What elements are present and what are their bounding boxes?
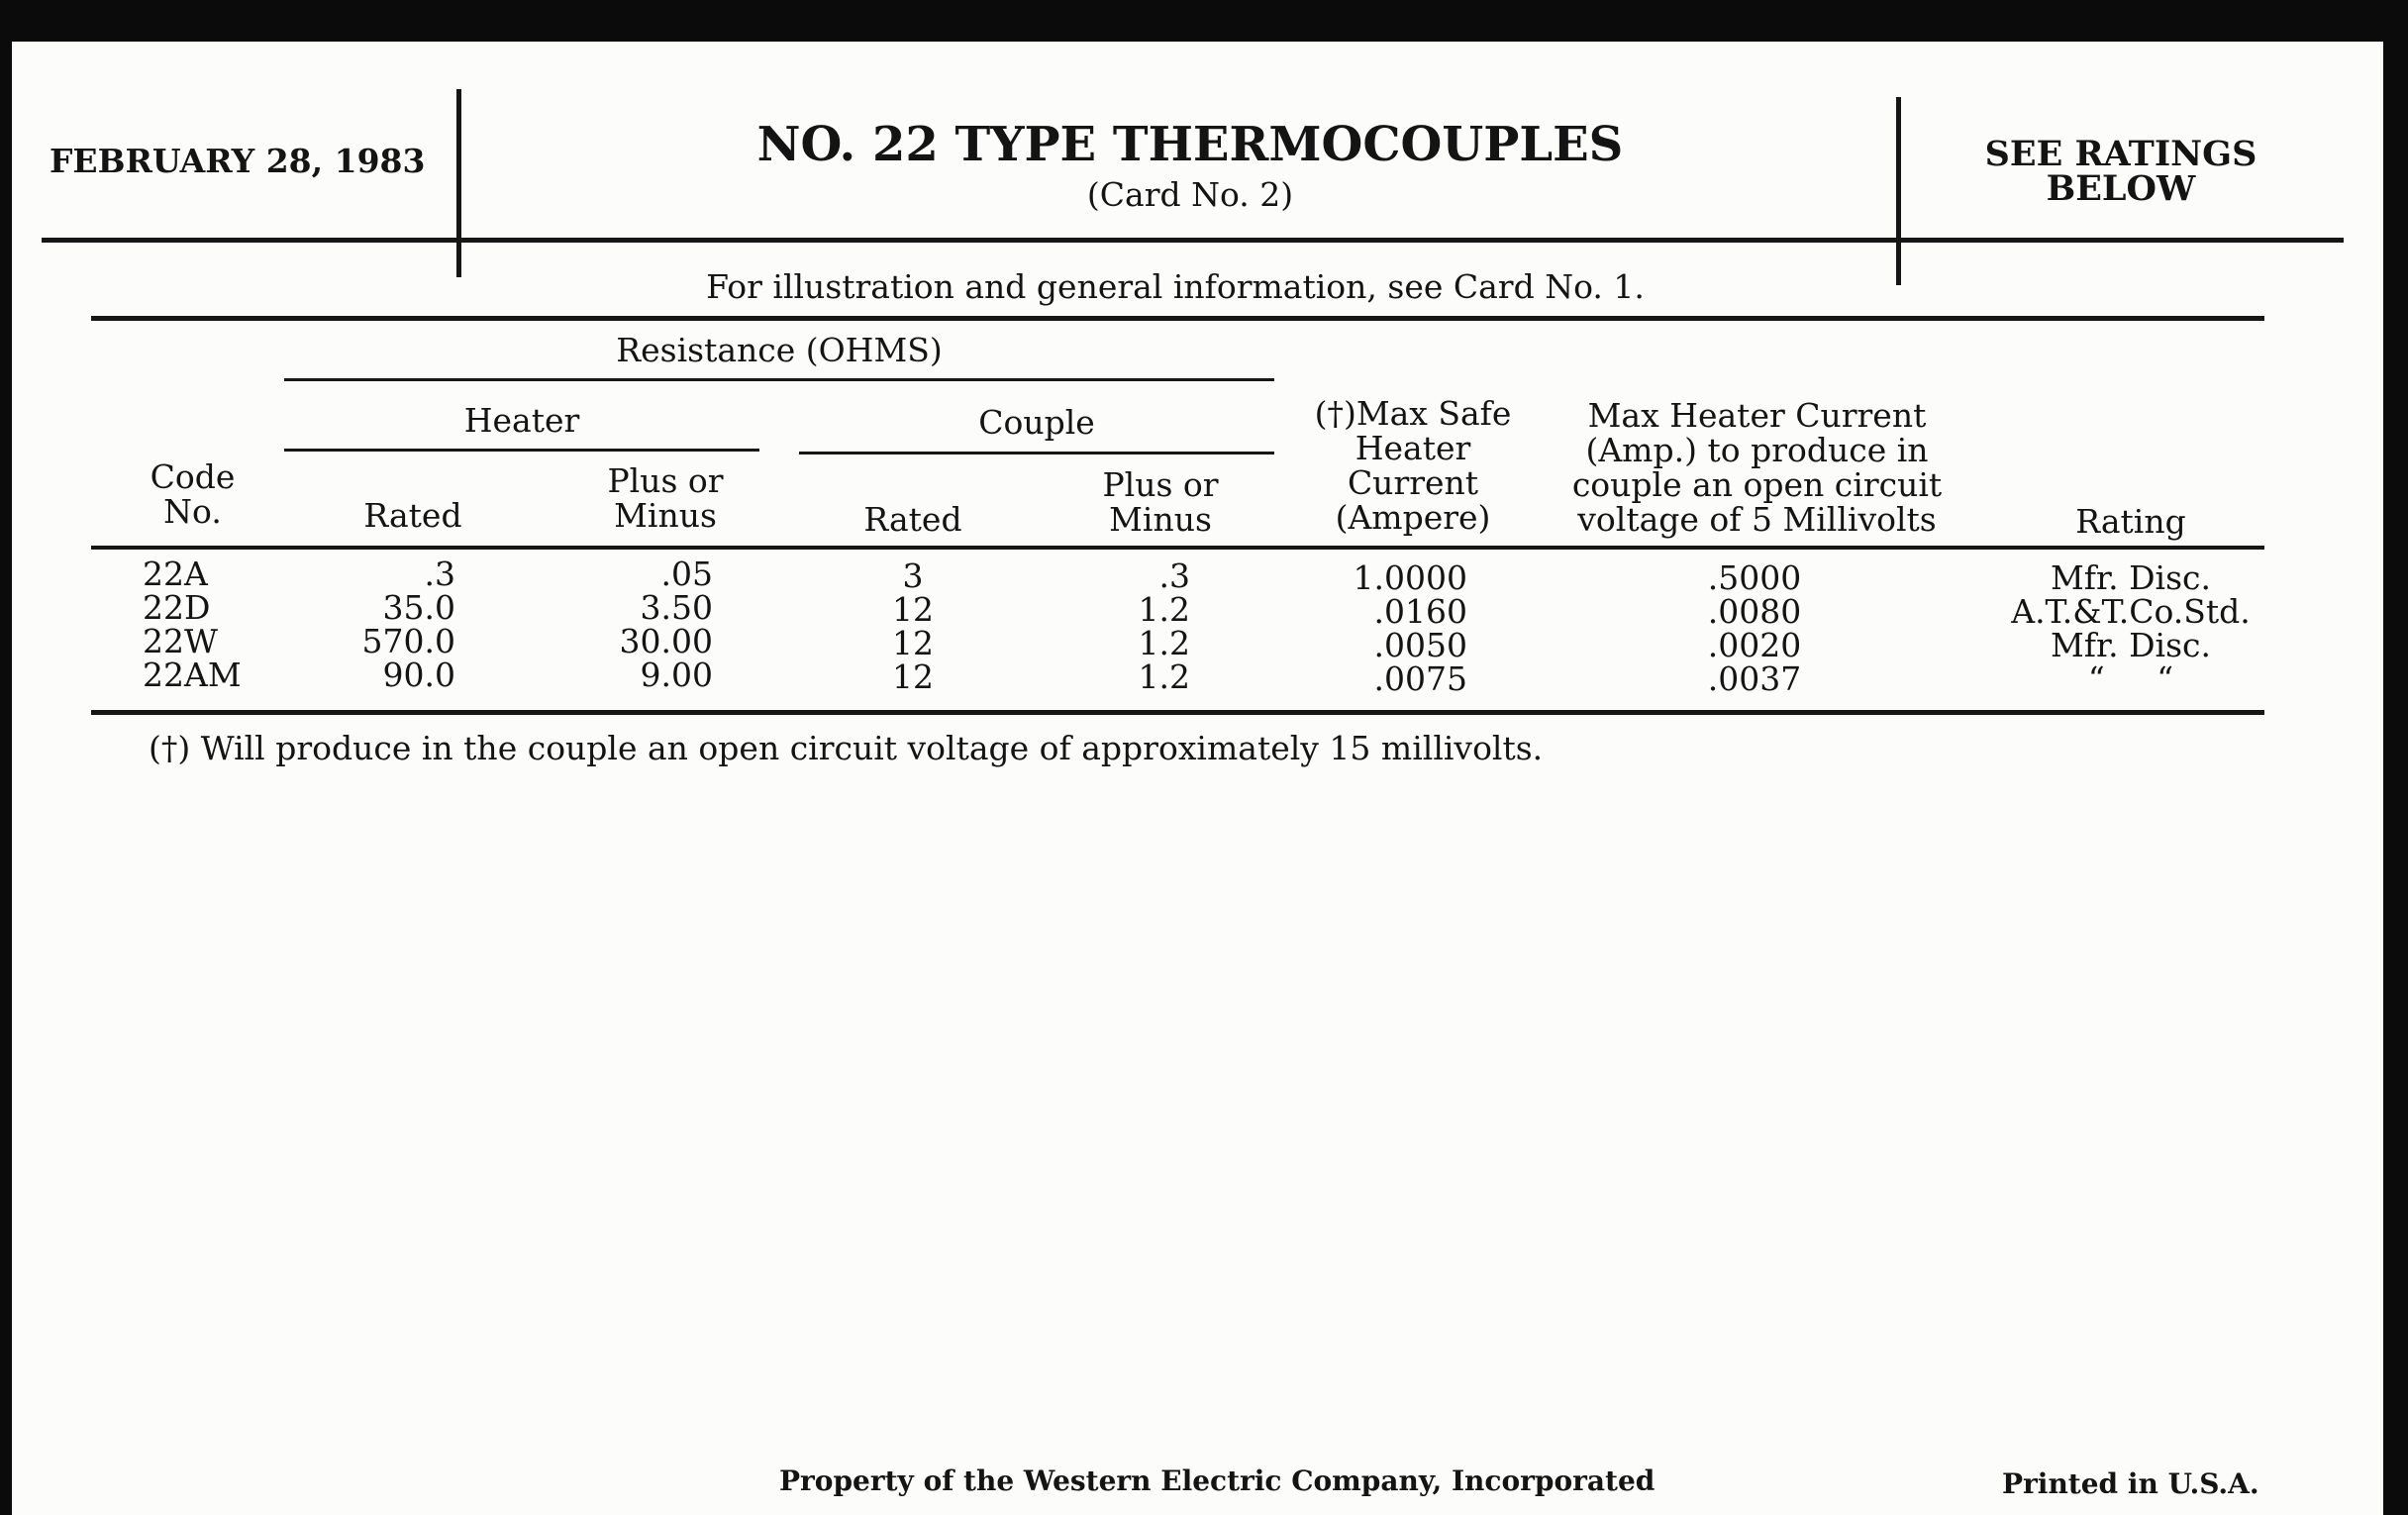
ratings-note-line2: BELOW bbox=[2046, 168, 2196, 209]
card-date: FEBRUARY 28, 1983 bbox=[50, 142, 426, 180]
cell-max-heater-current: .5000 bbox=[1707, 558, 1802, 597]
header-row-rule bbox=[91, 546, 2264, 550]
cell-code: 22A bbox=[143, 555, 208, 593]
group-heater: Heater bbox=[463, 401, 580, 440]
cell-heater-rated: 35.0 bbox=[382, 588, 455, 627]
cell-code: 22D bbox=[143, 588, 211, 627]
cell-couple-rated: 3 bbox=[902, 556, 924, 595]
group-resistance: Resistance (OHMS) bbox=[616, 331, 943, 369]
resistance-underline bbox=[284, 378, 1274, 381]
cell-rating: “ “ bbox=[2087, 659, 2174, 698]
cell-max-safe-current: .0075 bbox=[1373, 659, 1467, 698]
col-header-max-heater-current: Max Heater Current (Amp.) to produce in couple an open circuit voltage of 5 Millivolts bbox=[1571, 396, 1943, 539]
cell-couple-rated: 12 bbox=[892, 590, 934, 629]
column-couple-pm-values bbox=[1091, 556, 1190, 696]
cell-heater-rated: 570.0 bbox=[361, 622, 455, 660]
cell-max-heater-current: .0080 bbox=[1707, 592, 1802, 631]
heater-underline bbox=[284, 449, 759, 452]
cell-couple-plus-minus: 1.2 bbox=[1138, 624, 1190, 662]
col-header-rating: Rating bbox=[2075, 502, 2186, 541]
col-header-heater-rated: Rated bbox=[363, 496, 462, 535]
cell-heater-plus-minus: 3.50 bbox=[640, 588, 713, 627]
cell-heater-rated: 90.0 bbox=[382, 656, 455, 694]
card-title: NO. 22 TYPE THERMOCOUPLES bbox=[756, 117, 1624, 172]
cell-couple-plus-minus: .3 bbox=[1158, 556, 1190, 595]
ratings-note-line1: SEE RATINGS bbox=[1984, 134, 2258, 174]
column-couple-rated-values bbox=[863, 556, 962, 696]
cell-couple-plus-minus: 1.2 bbox=[1138, 590, 1190, 629]
col-header-couple-plus-minus: Plus or Minus bbox=[1102, 465, 1219, 539]
group-couple: Couple bbox=[978, 403, 1095, 442]
column-heater-pm-values bbox=[566, 557, 713, 692]
cell-heater-plus-minus: 30.00 bbox=[619, 622, 713, 660]
cell-rating: Mfr. Disc. bbox=[2050, 626, 2212, 664]
header-divider-right bbox=[1896, 97, 1901, 285]
table-top-rule bbox=[91, 316, 2264, 321]
cell-max-safe-current: .0050 bbox=[1373, 626, 1467, 664]
header-divider-left bbox=[456, 89, 461, 277]
footer-property: Property of the Western Electric Company, Incorporated bbox=[779, 1464, 1656, 1497]
col-header-max-safe-current: (†)Max Safe Heater Current (Ampere) bbox=[1314, 394, 1512, 537]
cell-couple-rated: 12 bbox=[892, 624, 934, 662]
intro-text: For illustration and general information, see Card No. 1. bbox=[706, 267, 1645, 306]
cell-couple-rated: 12 bbox=[892, 657, 934, 696]
footer-printed: Printed in U.S.A. bbox=[2002, 1467, 2259, 1500]
cell-rating: Mfr. Disc. bbox=[2050, 558, 2212, 597]
column-max-heater-values bbox=[1656, 558, 1854, 698]
col-header-couple-rated: Rated bbox=[863, 500, 962, 539]
couple-underline bbox=[799, 452, 1274, 454]
thermocouple-card bbox=[12, 42, 2383, 1515]
header-rule bbox=[42, 238, 2344, 243]
cell-code: 22W bbox=[143, 622, 218, 660]
cell-rating: A.T.&T.Co.Std. bbox=[2011, 592, 2251, 631]
table-bottom-rule bbox=[91, 710, 2264, 715]
cell-max-heater-current: .0020 bbox=[1707, 626, 1802, 664]
cell-max-safe-current: 1.0000 bbox=[1353, 558, 1467, 597]
cell-max-safe-current: .0160 bbox=[1373, 592, 1467, 631]
cell-heater-plus-minus: 9.00 bbox=[640, 656, 713, 694]
col-header-heater-plus-minus: Plus or Minus bbox=[607, 461, 724, 535]
column-max-safe-values bbox=[1299, 558, 1467, 698]
cell-heater-rated: .3 bbox=[424, 555, 455, 593]
footnote: (†) Will produce in the couple an open circuit voltage of approximately 15 millivolts. bbox=[149, 729, 1544, 767]
column-heater-rated-values bbox=[309, 557, 455, 692]
column-code-values bbox=[143, 557, 242, 692]
cell-code: 22AM bbox=[143, 656, 242, 694]
card-subtitle: (Card No. 2) bbox=[1086, 175, 1294, 214]
col-header-code: Code No. bbox=[150, 457, 236, 531]
cell-max-heater-current: .0037 bbox=[1707, 659, 1802, 698]
column-rating-values bbox=[1982, 558, 2279, 698]
cell-heater-plus-minus: .05 bbox=[660, 555, 713, 593]
cell-couple-plus-minus: 1.2 bbox=[1138, 657, 1190, 696]
